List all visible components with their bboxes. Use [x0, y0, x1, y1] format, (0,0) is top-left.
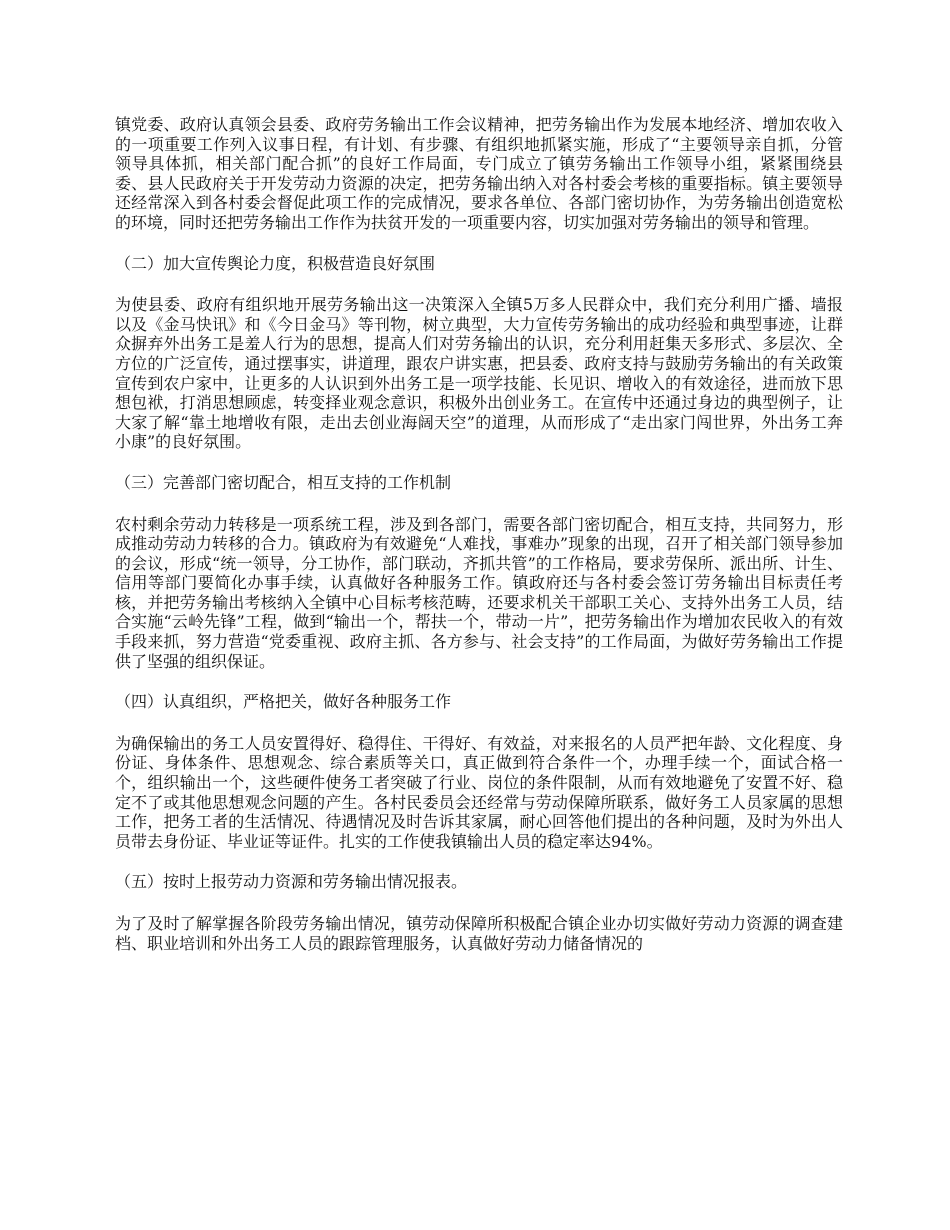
- body-paragraph: 镇党委、政府认真领会县委、政府劳务输出工作会议精神，把劳务输出作为发展本地经济、增加农收入的一项重要工作列入议事日程，有计划、有步骤、有组织地抓紧实施，形成了“主要领导亲自抓，分管领导具体抓，相关部门配合抓”的良好工作局面，专门成立了镇劳务输出工作领导小组，紧紧围绕县委、县人民政府关于开发劳动力资源的决定，把劳务输出纳入对各村委会考核的重要指标。镇主要领导还经常深入到各村委会督促此项工作的完成情况，要求各单位、各部门密切协作，为劳务输出创造宽松的环境，同时还把劳务输出工作作为扶贫开发的一项重要内容，切实加强对劳务输出的领导和管理。: [115, 115, 843, 232]
- body-paragraph: 为了及时了解掌握各阶段劳务输出情况，镇劳动保障所积极配合镇企业办切实做好劳动力资源的调查建档、职业培训和外出务工人员的跟踪管理服务，认真做好劳动力储备情况的: [115, 914, 843, 953]
- section-heading: （二）加大宣传舆论力度，积极营造良好氛围: [115, 253, 436, 273]
- body-paragraph: 为确保输出的务工人员安置得好、稳得住、干得好、有效益，对来报名的人员严把年龄、文化程度、身份证、身体条件、思想观念、综合素质等关口，真正做到符合条件一个，办理手续一个，面试合格一个，组织输出一个，这些硬件使务工者突破了行业、岗位的条件限制，从而有效地避免了安置不好、稳定不了或其他思想观念问题的产生。各村民委员会还经常与劳动保障所联系，做好务工人员家属的思想工作，把务工者的生活情况、待遇情况及时告诉其家属，耐心回答他们提出的各种问题，及时为外出人员带去身份证、毕业证等证件。扎实的工作使我镇输出人员的稳定率达94%。: [115, 733, 843, 851]
- section-heading: （三）完善部门密切配合，相互支持的工作机制: [115, 472, 452, 492]
- section-heading: （五）按时上报劳动力资源和劳务输出情况报表。: [115, 872, 468, 892]
- section-heading: （四）认真组织，严格把关，做好各种服务工作: [115, 692, 452, 712]
- body-paragraph: 为使县委、政府有组织地开展劳务输出这一决策深入全镇5万多人民群众中，我们充分利用广播、墙报以及《金马快讯》和《今日金马》等刊物，树立典型，大力宣传劳务输出的成功经验和典型事迹，让群众摒弃外出务工是羞人行为的思想，提高人们对劳务输出的认识，充分利用赶集天多形式、多层次、全方位的广泛宣传，通过摆事实，讲道理，跟农户讲实惠，把县委、政府支持与鼓励劳务输出的有关政策宣传到农户家中，让更多的人认识到外出务工是一项学技能、长见识、增收入的有效途径，进而放下思想包袱，打消思想顾虑，转变择业观念意识，积极外出创业务工。在宣传中还通过身边的典型例子，让大家了解“靠土地增收有限，走出去创业海阔天空”的道理，从而形成了“走出家门闯世界，外出务工奔小康”的良好氛围。: [115, 295, 843, 452]
- body-paragraph: 农村剩余劳动力转移是一项系统工程，涉及到各部门，需要各部门密切配合，相互支持，共同努力，形成推动劳动力转移的合力。镇政府为有效避免“人难找，事难办”现象的出现，召开了相关部门领导参加的会议，形成“统一领导，分工协作，部门联动，齐抓共管”的工作格局，要求劳保所、派出所、计生、信用等部门要简化办事手续，认真做好各种服务工作。镇政府还与各村委会签订劳务输出目标责任考核，并把劳务输出考核纳入全镇中心目标考核范畴，还要求机关干部职工关心、支持外出务工人员，结合实施“云岭先锋”工程，做到“输出一个，帮扶一个，带动一片”，把劳务输出作为增加农民收入的有效手段来抓，努力营造“党委重视、政府主抓、各方参与、社会支持”的工作局面，为做好劳务输出工作提供了坚强的组织保证。: [115, 514, 843, 671]
- document-body: [115, 115, 843, 953]
